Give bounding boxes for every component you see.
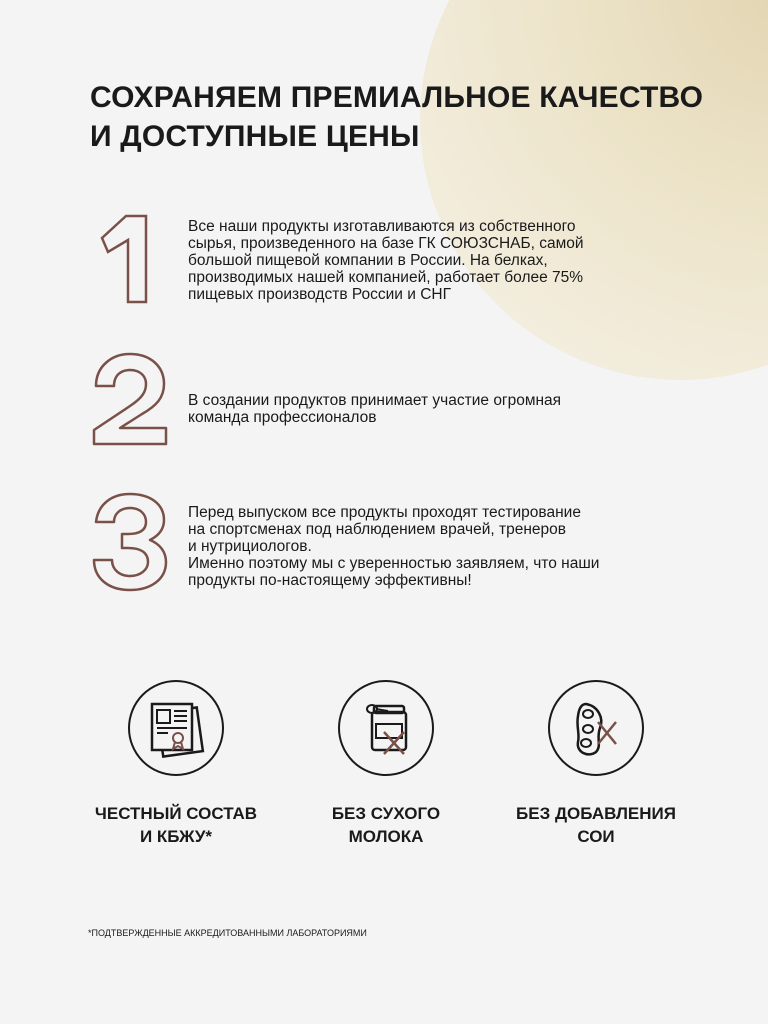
point-1-line: большой пищевой компании в России. На белках, (188, 252, 548, 269)
title-line-2: И ДОСТУПНЫЕ ЦЕНЫ (90, 120, 420, 153)
feature-icon-circle (128, 680, 224, 776)
point-2-line: команда профессионалов (188, 409, 377, 426)
point-1 (88, 210, 688, 320)
point-3-text (188, 504, 668, 589)
feature-label (286, 802, 486, 848)
point-1-line: сырья, произведенного на базе ГК СОЮЗСНАБ, самой (188, 235, 584, 252)
point-2-text (188, 392, 668, 426)
feature-honest-composition (76, 680, 276, 848)
number-1-outline (88, 210, 168, 310)
point-1-line: производимых нашей компанией, работает более 75% (188, 269, 584, 286)
feature-icon-circle (338, 680, 434, 776)
feature-label-line: БЕЗ СУХОГО (331, 804, 441, 823)
feature-no-soy (496, 680, 696, 848)
feature-label-line: МОЛОКА (348, 827, 424, 846)
point-3-line: Перед выпуском все продукты проходят тестирование (188, 504, 581, 521)
point-3-line: продукты по-настоящему эффективны! (188, 572, 472, 589)
point-3-line: на спортсменах под наблюдением врачей, тренеров (188, 521, 566, 538)
title-line-1: СОХРАНЯЕМ ПРЕМИАЛЬНОЕ КАЧЕСТВО (90, 81, 704, 114)
point-1-line: Все наши продукты изготавливаются из собственного (188, 218, 576, 235)
feature-label (76, 802, 276, 848)
feature-label-line: И КБЖУ* (139, 827, 213, 846)
feature-icon-circle (548, 680, 644, 776)
number-2-outline (88, 352, 172, 448)
number-3-outline (88, 492, 172, 592)
background-decor-circle (420, 0, 768, 380)
point-1-line: пищевых производств России и СНГ (188, 286, 452, 303)
point-3 (88, 492, 688, 602)
footnote: *ПОДТВЕРЖДЕННЫЕ АККРЕДИТОВАННЫМИ ЛАБОРАТОРИЯМИ (88, 928, 367, 938)
feature-label (496, 802, 696, 848)
point-2 (88, 352, 688, 462)
point-1-text (188, 218, 668, 303)
certificate-icon (144, 696, 208, 760)
feature-label-line: БЕЗ ДОБАВЛЕНИЯ (516, 804, 676, 823)
no-dry-milk-icon (354, 696, 418, 760)
point-2-line: В создании продуктов принимает участие огромная (188, 392, 562, 409)
point-3-line: и нутрициологов. (188, 538, 312, 555)
page-title (90, 78, 710, 156)
feature-no-dry-milk (286, 680, 486, 848)
feature-label-line: ЧЕСТНЫЙ СОСТАВ (94, 804, 258, 823)
feature-label-line: СОИ (577, 827, 615, 846)
no-soy-icon (564, 696, 628, 760)
point-3-line: Именно поэтому мы с уверенностью заявляем, что наши (188, 555, 600, 572)
